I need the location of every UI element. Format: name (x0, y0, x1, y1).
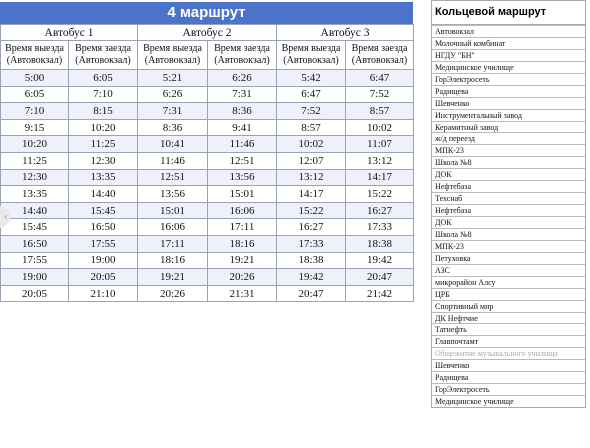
ring-stop: Спортивный мир (432, 300, 585, 312)
time-cell: 7:31 (138, 103, 208, 120)
ring-stop: микрорайон Алсу (432, 276, 585, 288)
ring-stop: Нефтебаза (432, 204, 585, 216)
ring-stop: Молочный комбинат (432, 37, 585, 49)
table-row (1, 252, 414, 269)
table-row (1, 269, 414, 286)
time-cell: 19:21 (208, 252, 277, 269)
ring-stop: Радищева (432, 85, 585, 97)
time-cell: 15:22 (277, 202, 346, 219)
time-cell: 20:05 (69, 269, 138, 286)
time-cell: 10:20 (1, 136, 69, 153)
time-cell: 9:41 (208, 119, 277, 136)
time-cell: 8:36 (138, 119, 208, 136)
time-cell: 8:36 (208, 103, 277, 120)
time-cell: 19:00 (69, 252, 138, 269)
arrival-header: Время заезда (Автовокзал) (346, 41, 414, 70)
timetable (0, 24, 414, 302)
time-cell: 7:52 (277, 103, 346, 120)
table-row (1, 70, 414, 87)
time-cell: 16:27 (346, 202, 414, 219)
time-cell: 13:35 (1, 186, 69, 203)
time-cell: 16:50 (69, 219, 138, 236)
ring-stop: МПК-23 (432, 144, 585, 156)
time-cell: 5:00 (1, 70, 69, 87)
table-row (1, 169, 414, 186)
table-row (1, 202, 414, 219)
ring-stop: Главпочтамт (432, 335, 585, 347)
time-cell: 6:05 (1, 86, 69, 103)
time-cell: 8:15 (69, 103, 138, 120)
ring-stop: МПК-23 (432, 240, 585, 252)
time-cell: 16:27 (277, 219, 346, 236)
schedule-title: 4 маршрут (0, 2, 413, 24)
time-cell: 8:57 (346, 103, 414, 120)
time-cell: 19:00 (1, 269, 69, 286)
time-cell: 16:50 (1, 235, 69, 252)
time-cell: 11:25 (69, 136, 138, 153)
ring-stop: Татнефть (432, 323, 585, 335)
time-cell: 14:40 (69, 186, 138, 203)
time-cell: 13:12 (277, 169, 346, 186)
ring-stop: Шевченко (432, 97, 585, 109)
time-cell: 12:51 (138, 169, 208, 186)
arrival-header: Время заезда (Автовокзал) (208, 41, 277, 70)
ring-stop: Керамитный завод (432, 121, 585, 133)
time-cell: 15:22 (346, 186, 414, 203)
departure-header: Время выезда (Автовокзал) (138, 41, 208, 70)
ring-stop: Автовокзал (432, 25, 585, 37)
time-cell: 19:42 (346, 252, 414, 269)
time-cell: 13:35 (69, 169, 138, 186)
time-cell: 8:57 (277, 119, 346, 136)
bus-2-header: Автобус 2 (138, 25, 277, 41)
time-cell: 12:07 (277, 152, 346, 169)
time-cell: 9:15 (1, 119, 69, 136)
table-row (1, 119, 414, 136)
ring-stop: Школа №8 (432, 156, 585, 168)
time-cell: 19:21 (138, 269, 208, 286)
time-cell: 18:38 (346, 235, 414, 252)
time-cell: 6:26 (138, 86, 208, 103)
time-cell: 11:46 (138, 152, 208, 169)
table-row (1, 86, 414, 103)
time-cell: 15:45 (1, 219, 69, 236)
time-cell: 12:51 (208, 152, 277, 169)
time-cell: 20:47 (346, 269, 414, 286)
time-cell: 12:30 (69, 152, 138, 169)
time-cell: 5:42 (277, 70, 346, 87)
ring-stop: АЗС (432, 264, 585, 276)
time-cell: 15:01 (208, 186, 277, 203)
time-cell: 6:47 (346, 70, 414, 87)
ring-stop: Радищева (432, 371, 585, 383)
table-row (1, 136, 414, 153)
previous-arrow-icon[interactable]: ‹ (0, 206, 10, 228)
table-row (1, 186, 414, 203)
time-cell: 20:05 (1, 285, 69, 302)
time-cell: 10:02 (346, 119, 414, 136)
time-cell: 11:46 (208, 136, 277, 153)
time-cell: 20:47 (277, 285, 346, 302)
ring-stop: Медицинское училище (432, 395, 585, 407)
ring-stop: Нефтебаза (432, 180, 585, 192)
time-cell: 21:31 (208, 285, 277, 302)
ring-stop: ЦРБ (432, 288, 585, 300)
time-cell: 18:16 (208, 235, 277, 252)
ring-route-title: Кольцевой маршрут (431, 0, 586, 24)
time-cell: 16:06 (208, 202, 277, 219)
table-row (1, 152, 414, 169)
time-cell: 17:33 (346, 219, 414, 236)
time-cell: 17:11 (138, 235, 208, 252)
ring-stop: НГДУ "БН" (432, 49, 585, 61)
time-cell: 20:26 (138, 285, 208, 302)
ring-stop: ГорЭлектросеть (432, 383, 585, 395)
time-cell: 7:10 (69, 86, 138, 103)
ring-stop: Медицинское училище (432, 61, 585, 73)
table-row (1, 103, 414, 120)
ring-stop: ГорЭлектросеть (432, 73, 585, 85)
time-cell: 12:30 (1, 169, 69, 186)
departure-header: Время выезда (Автовокзал) (277, 41, 346, 70)
time-cell: 19:42 (277, 269, 346, 286)
departure-header: Время выезда (Автовокзал) (1, 41, 69, 70)
time-cell: 10:41 (138, 136, 208, 153)
table-row (1, 219, 414, 236)
time-cell: 14:17 (277, 186, 346, 203)
ring-stop: Техснаб (432, 192, 585, 204)
time-cell: 6:26 (208, 70, 277, 87)
ring-stop: ДК Нефтчие (432, 312, 585, 324)
time-cell: 13:12 (346, 152, 414, 169)
time-cell: 16:06 (138, 219, 208, 236)
time-cell: 7:52 (346, 86, 414, 103)
ring-stop: Инструментальный завод (432, 109, 585, 121)
ring-route-panel (431, 0, 586, 408)
time-cell: 17:55 (69, 235, 138, 252)
time-cell: 7:31 (208, 86, 277, 103)
ring-stop: Школа №8 (432, 228, 585, 240)
time-cell: 17:11 (208, 219, 277, 236)
time-cell: 13:56 (138, 186, 208, 203)
ring-stop: Шевченко (432, 359, 585, 371)
time-cell: 11:25 (1, 152, 69, 169)
time-cell: 13:56 (208, 169, 277, 186)
time-cell: 6:05 (69, 70, 138, 87)
time-cell: 6:47 (277, 86, 346, 103)
time-cell: 14:40 (1, 202, 69, 219)
time-cell: 7:10 (1, 103, 69, 120)
ring-stop: ДОК (432, 216, 585, 228)
ring-stop: Общежитие музыкального училища (432, 347, 585, 359)
ring-stop: Петуховка (432, 252, 585, 264)
time-cell: 17:33 (277, 235, 346, 252)
arrival-header: Время заезда (Автовокзал) (69, 41, 138, 70)
time-cell: 21:10 (69, 285, 138, 302)
schedule-table (0, 2, 413, 302)
ring-route-stops (431, 24, 586, 408)
time-cell: 18:16 (138, 252, 208, 269)
time-cell: 14:17 (346, 169, 414, 186)
time-cell: 15:45 (69, 202, 138, 219)
time-cell: 11:07 (346, 136, 414, 153)
bus-1-header: Автобус 1 (1, 25, 138, 41)
time-cell: 10:02 (277, 136, 346, 153)
table-row (1, 285, 414, 302)
ring-stop: ДОК (432, 168, 585, 180)
time-cell: 21:42 (346, 285, 414, 302)
ring-stop: ж/д переезд (432, 132, 585, 144)
time-cell: 15:01 (138, 202, 208, 219)
table-row (1, 235, 414, 252)
time-cell: 10:20 (69, 119, 138, 136)
time-cell: 17:55 (1, 252, 69, 269)
bus-3-header: Автобус 3 (277, 25, 414, 41)
time-cell: 18:38 (277, 252, 346, 269)
time-cell: 20:26 (208, 269, 277, 286)
time-cell: 5:21 (138, 70, 208, 87)
